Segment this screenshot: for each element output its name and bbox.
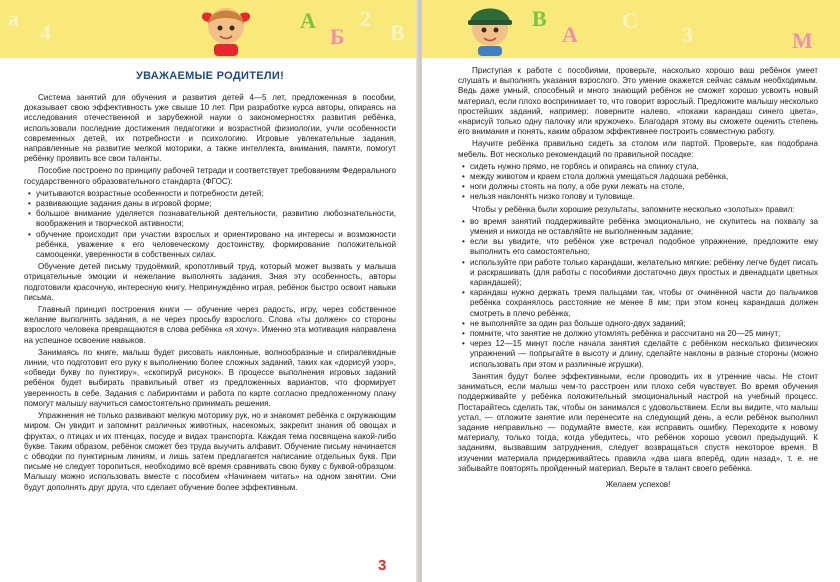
paragraph: Занимаясь по книге, малыш будет рисовать наклонные, волнообразные и спиралевидные линии, что подготовит его руку к выполнению более сложных заданий, таких как «дорисуй узор», «обведи букву по пунктиру», «скопируй рисунок». В процессе выполнения игровых заданий ребёнок будет выбирать правильный ответ из предложенных вариантов, что формирует уверенность в себе. Задания с лабиринтами и работа по карте согласно предложенному плану помогут малышу научиться самостоятельно принимать решения. — [24, 347, 396, 408]
list-item: • учитываются возрастные особенности и потребности детей; — [36, 189, 396, 199]
paragraph: Научите ребёнка правильно сидеть за столом или партой. Проверьте, как подобрана мебель. Вот несколько рекомендаций по правильной посадке: — [458, 139, 818, 159]
list-item: • используйте при работе только карандаши, желательно мягкие: ребёнку легче будет писать и раскрашивать (для работы с пособиями достаточно двух простых и двенадцати цветных карандашей); — [470, 258, 818, 289]
paragraph: Система занятий для обучения и развития детей 4—5 лет, предложенная в пособии, доказывает свою эффективность уже свыше 10 лет. При разработке курса авторы, опираясь на исследования отечественной и зарубежной науки о закономерностях развития ребёнка, использовали последние достижения педагогики и возрастной физиологии, учли особенности современных детей, их потребности и психологию. Игровые увлекательные задания, направленные на развитие мелкой моторики, а также интеллекта, внимания, памяти, помогут ребёнку проявить все свои таланты. — [24, 93, 396, 164]
paragraph: Приступая к работе с пособиями, проверьте, насколько хорошо ваш ребёнок умеет слушать и выполнять указания взрослого. Это умение окажется сейчас самым необходимым. Ведь даже умный, способный и много знающий ребёнок не сможет хорошо усвоить новый материал, если плохо воспринимает то, что говорит взрослый. Предложите малышу несколько простейших заданий, например: поверните налево, «покажи карандаш синего цвета», «нарисуй только одну палочку или кружочек». Благодаря этому вы сможете оценить степень его внимания и понять, каким образом эффективнее построить совместную работу. — [458, 66, 818, 137]
list-item: • обучение происходит при участии взрослых и ориентировано на интересы и возможности ребёнка, уважение к его человеческому достоинству, формирование положительной самооценки, уверенности в собственных силах. — [36, 230, 396, 261]
list-item: • не выполняйте за один раз больше одного-двух заданий; — [470, 319, 818, 329]
right-page — [422, 0, 840, 582]
band-decoration: A — [562, 22, 578, 47]
list-item: • через 12—15 минут после начала занятия сделайте с ребёнком несколько физических упражнений — попрыгайте в высоту и длину, сделайте наклоны в разные стороны (можно использовать при этом и различные игрушки). — [470, 339, 818, 370]
band-decoration: С — [622, 8, 638, 33]
list-item: • большое внимание уделяется познавательной деятельности, развитию любознательности, воображения и творческой активности; — [36, 209, 396, 229]
band-decoration: 4 — [40, 20, 51, 45]
right-text-column — [458, 66, 818, 492]
list-item: • помните, что занятие не должно утомлять ребёнка и рассчитано на 20—25 минут; — [470, 329, 818, 339]
list-item: • если вы увидите, что ребёнок уже встречал подобное упражнение, предложите ему выполнить его самостоятельно; — [470, 237, 818, 257]
paragraph: Главный принцип построения книги — обучение через радость, игру, через собственное желание выполнять задания, а не через просьбу взрослого. Слова «ты должен» со стороны взрослого человека превращаются в слова ребёнка «я хочу». Именно эта мотивация направлена на успешное освоение навыков. — [24, 305, 396, 345]
closing-line: Желаем успехов! — [605, 479, 671, 489]
posture-list — [458, 162, 818, 203]
list-item: • нельзя наклонять низко голову и туловище. — [470, 192, 818, 202]
paragraph: Пособие построено по принципу рабочей тетради и соответствует требованиям Федерального государственного образовательного стандарта (ФГОС): — [24, 166, 396, 186]
left-page — [0, 0, 418, 582]
boy-with-cap-icon — [462, 4, 518, 56]
paragraph: Чтобы у ребёнка были хорошие результаты, запомните несколько «золотых» правил: — [472, 204, 795, 214]
band-decoration: A — [300, 8, 316, 33]
list-item: • развивающие задания даны в игровой форме; — [36, 199, 396, 209]
list-item: • карандаш нужно держать тремя пальцами так, чтобы от очинённой части до пальчиков ребёнка сохранялось расстояние не менее 8 мм; при этом конец карандаша должен смотреть в плечо ребёнка; — [470, 288, 818, 319]
list-item: • между животом и краем стола должна умещаться ладошка ребёнка, — [470, 172, 818, 182]
fgos-list — [24, 189, 396, 260]
paragraph: Занятия будут более эффективными, если проводить их в утренние часы. Не стоит заниматься, если малыш чем-то расстроен или плохо себя чувствует. Во время обучения поддерживайте у ребёнка положительный эмоциональный настрой на учебный процесс. Постарайтесь сделать так, чтобы он занимался с удовольствием. Если вы видите, что малыш устал, — отложите занятие или перенесите на следующий день, а если ребёнок выполнил задание неправильно — подумайте вместе, как исправить ошибку. Переходите к новому материалу, только тогда, когда убедитесь, что ребёнок хорошо усвоил предыдущий. К заданиям, вызвавшим затруднения, следует возвращаться спустя некоторое время. В изучении материала придерживайтесь правила «два шага вперёд, один назад», т. е. не забывайте повторять пройденный материал. Верьте в талант своего ребёнка. — [458, 371, 818, 473]
band-decoration: В — [390, 20, 405, 45]
band-decoration: В — [532, 6, 547, 31]
list-item: • ноги должны стоять на полу, а обе руки лежать на столе, — [470, 182, 818, 192]
left-text-column — [24, 58, 396, 495]
band-decoration: a — [8, 6, 19, 31]
paragraph: Обучение детей письму трудоёмкий, кропотливый труд, который может вызвать у малыша отрицательные эмоции и нежелание выполнять задания. Зная эту особенность, авторы подготовили красочную, интересную книгу. Непринуждённо играя, ребёнок быстро освоит навыки письма. — [24, 262, 396, 302]
list-item: • сидеть нужно прямо, не горбясь и опираясь на спинку стула, — [470, 162, 818, 172]
band-decoration: 3 — [682, 22, 693, 47]
paragraph: Упражнения не только развивают мелкую моторику рук, но и знакомят ребёнка с окружающим миром. Он увидит и запомнит различных животных, насекомых, закрепит знания об овощах и фруктах, о птицах и их птенцах, посуде и видах транспорта. Каждая тема посвящена какой-либо букве. Таким образом, ребёнок сможет без труда выучить алфавит. Обучение письму начинается с обводки по пунктирным линиям, и лишь затем предлагается написание отдельных букв. При письме не следует торопиться, необходимо всё время сравнивать свою букву с буквой-образцом. Малышу можно использовать вместе с пособием «Начинаем читать» на одном занятии. Они будут дополнять друг друга, что сделает обучение более эффективным. — [24, 411, 396, 492]
list-item: • во время занятий поддерживайте ребёнка эмоционально, не скупитесь на похвалу за умения и никогда не оставляйте не выполненным задание; — [470, 217, 818, 237]
band-decoration: 2 — [360, 6, 371, 31]
band-decoration: М — [792, 28, 813, 53]
page-number: 3 — [378, 557, 387, 574]
page-title: УВАЖАЕМЫЕ РОДИТЕЛИ! — [135, 70, 285, 82]
band-decoration: Б — [330, 24, 345, 49]
girl-with-bow-icon — [198, 4, 254, 56]
golden-rules-list — [458, 217, 818, 370]
